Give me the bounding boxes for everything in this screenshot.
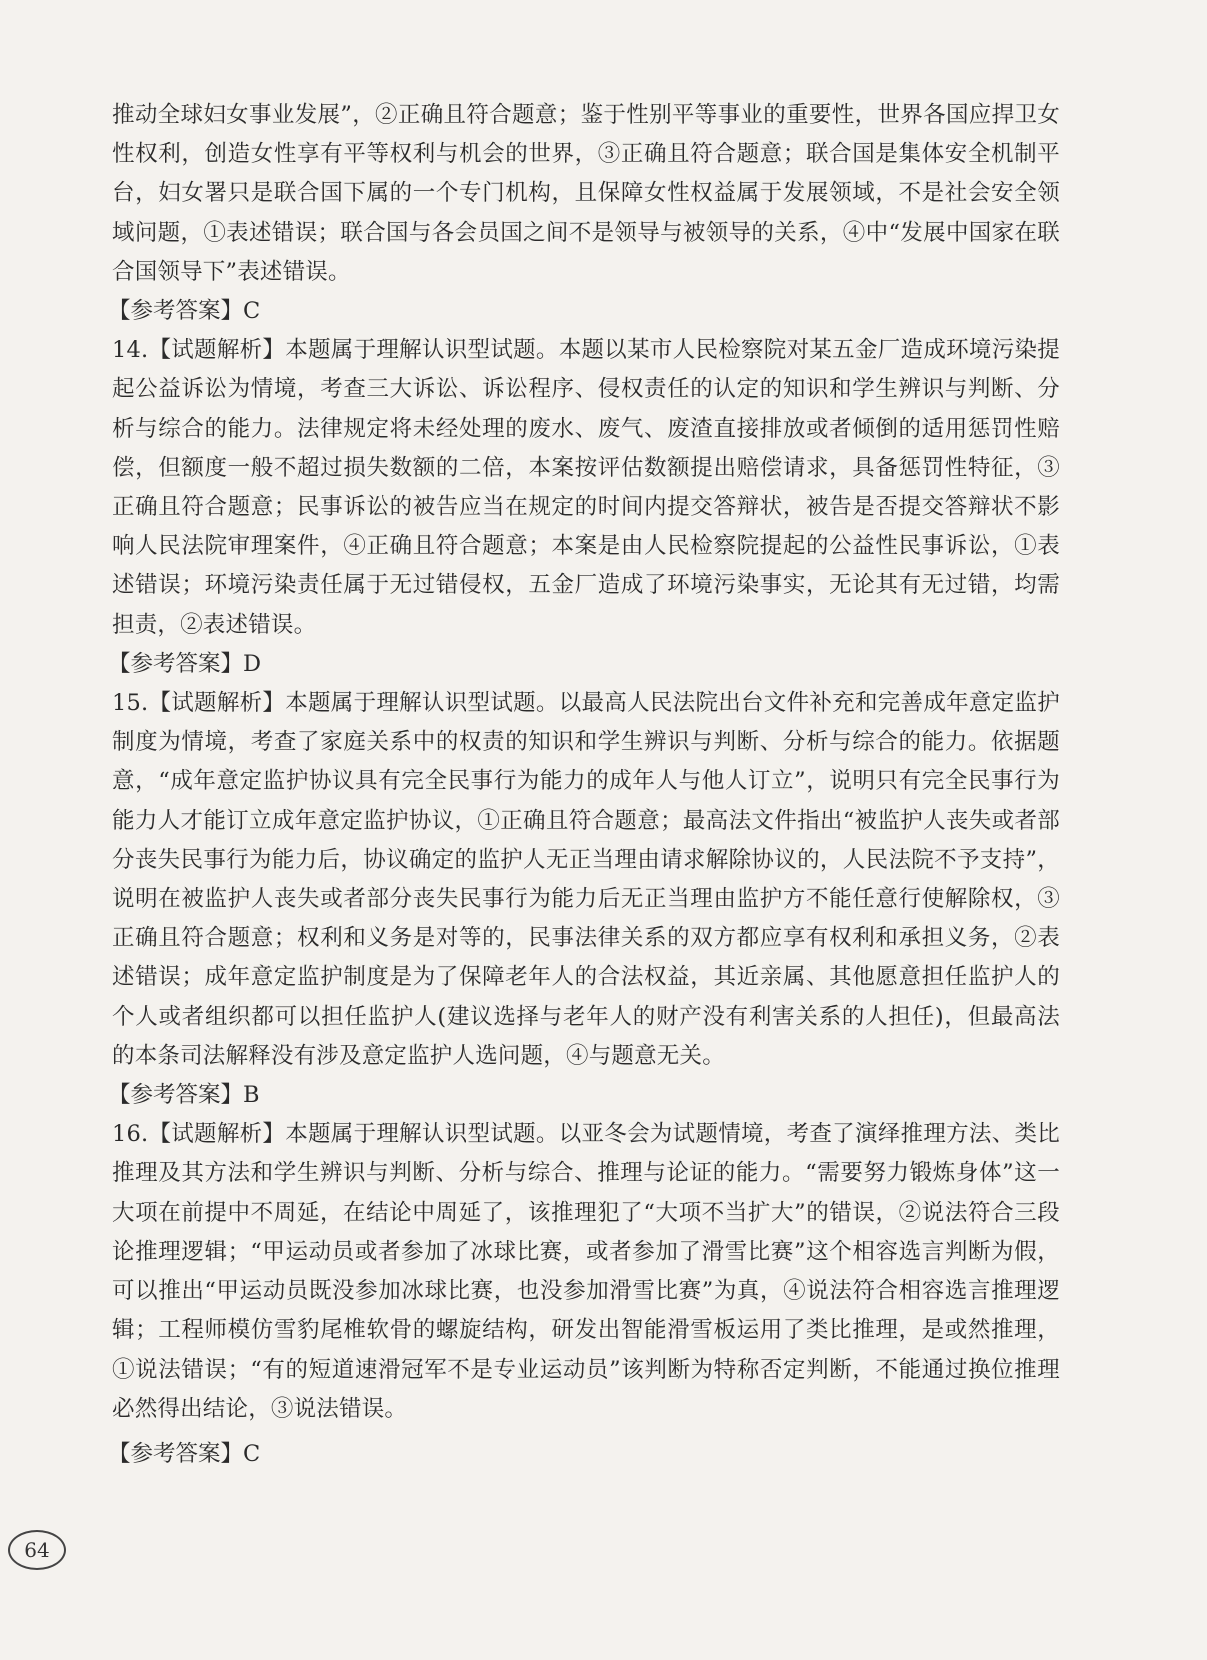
paragraph-16: 16.【试题解析】本题属于理解认识型试题。以亚冬会为试题情境，考查了演绎推理方法、类比推理及其方法和学生辨识与判断、分析与综合、推理与论证的能力。“需要努力锻炼身体”这一大项在前提中不周延，在结论中周延了，该推理犯了“大项不当扩大”的错误，②说法符合三段论推理逻辑；“甲运动员或者参加了冰球比赛，或者参加了滑雪比赛”这个相容选言判断为假，可以推出“甲运动员既没参加冰球比赛，也没参加滑雪比赛”为真，④说法符合相容选言推理逻辑；工程师模仿雪豹尾椎软骨的螺旋结构，研发出智能滑雪板运用了类比推理，是或然推理，①说法错误；“有的短道速滑冠军不是专业运动员”该判断为特称否定判断，不能通过换位推理必然得出结论，③说法错误。	[112, 1121, 1060, 1422]
paragraph-13-continued: 推动全球妇女事业发展”，②正确且符合题意；鉴于性别平等事业的重要性，世界各国应捍卫女性权利，创造女性享有平等权利与机会的世界，③正确且符合题意；联合国是集体安全机制平台，妇女署只是联合国下属的一个专门机构，且保障女性权益属于发展领域，不是社会安全领域问题，①表述错误；联合国与各会员国之间不是领导与被领导的关系，④中“发展中国家在联合国领导下”表述错误。	[112, 102, 1060, 285]
document-body	[108, 96, 1060, 1474]
paragraph-15: 15.【试题解析】本题属于理解认识型试题。以最高人民法院出台文件补充和完善成年意定监护制度为情境，考查了家庭关系中的权责的知识和学生辨识与判断、分析与综合的能力。依据题意，“成年意定监护协议具有完全民事行为能力的成年人与他人订立”，说明只有完全民事行为能力人才能订立成年意定监护协议，①正确且符合题意；最高法文件指出“被监护人丧失或者部分丧失民事行为能力后，协议确定的监护人无正当理由请求解除协议的，人民法院不予支持”，说明在被监护人丧失或者部分丧失民事行为能力后无正当理由监护方不能任意行使解除权，③正确且符合题意；权利和义务是对等的，民事法律关系的双方都应享有权利和承担义务，②表述错误；成年意定监护制度是为了保障老年人的合法权益，其近亲属、其他愿意担任监护人的个人或者组织都可以担任监护人(建议选择与老年人的财产没有利害关系的人担任)，但最高法的本条司法解释没有涉及意定监护人选问题，④与题意无关。	[112, 690, 1060, 1069]
answer-15: 【参考答案】B	[108, 1082, 260, 1109]
page-number: 64	[8, 1530, 66, 1570]
answer-13: 【参考答案】C	[108, 298, 261, 325]
answer-14: 【参考答案】D	[108, 650, 262, 677]
paragraph-14: 14.【试题解析】本题属于理解认识型试题。本题以某市人民检察院对某五金厂造成环境污染提起公益诉讼为情境，考查三大诉讼、诉讼程序、侵权责任的认定的知识和学生辨识与判断、分析与综合的能力。法律规定将未经处理的废水、废气、废渣直接排放或者倾倒的适用惩罚性赔偿，但额度一般不超过损失数额的二倍，本案按评估数额提出赔偿请求，具备惩罚性特征，③正确且符合题意；民事诉讼的被告应当在规定的时间内提交答辩状，被告是否提交答辩状不影响人民法院审理案件，④正确且符合题意；本案是由人民检察院提起的公益性民事诉讼，①表述错误；环境污染责任属于无过错侵权，五金厂造成了环境污染事实，无论其有无过错，均需担责，②表述错误。	[112, 337, 1060, 638]
answer-16: 【参考答案】C	[108, 1440, 261, 1467]
